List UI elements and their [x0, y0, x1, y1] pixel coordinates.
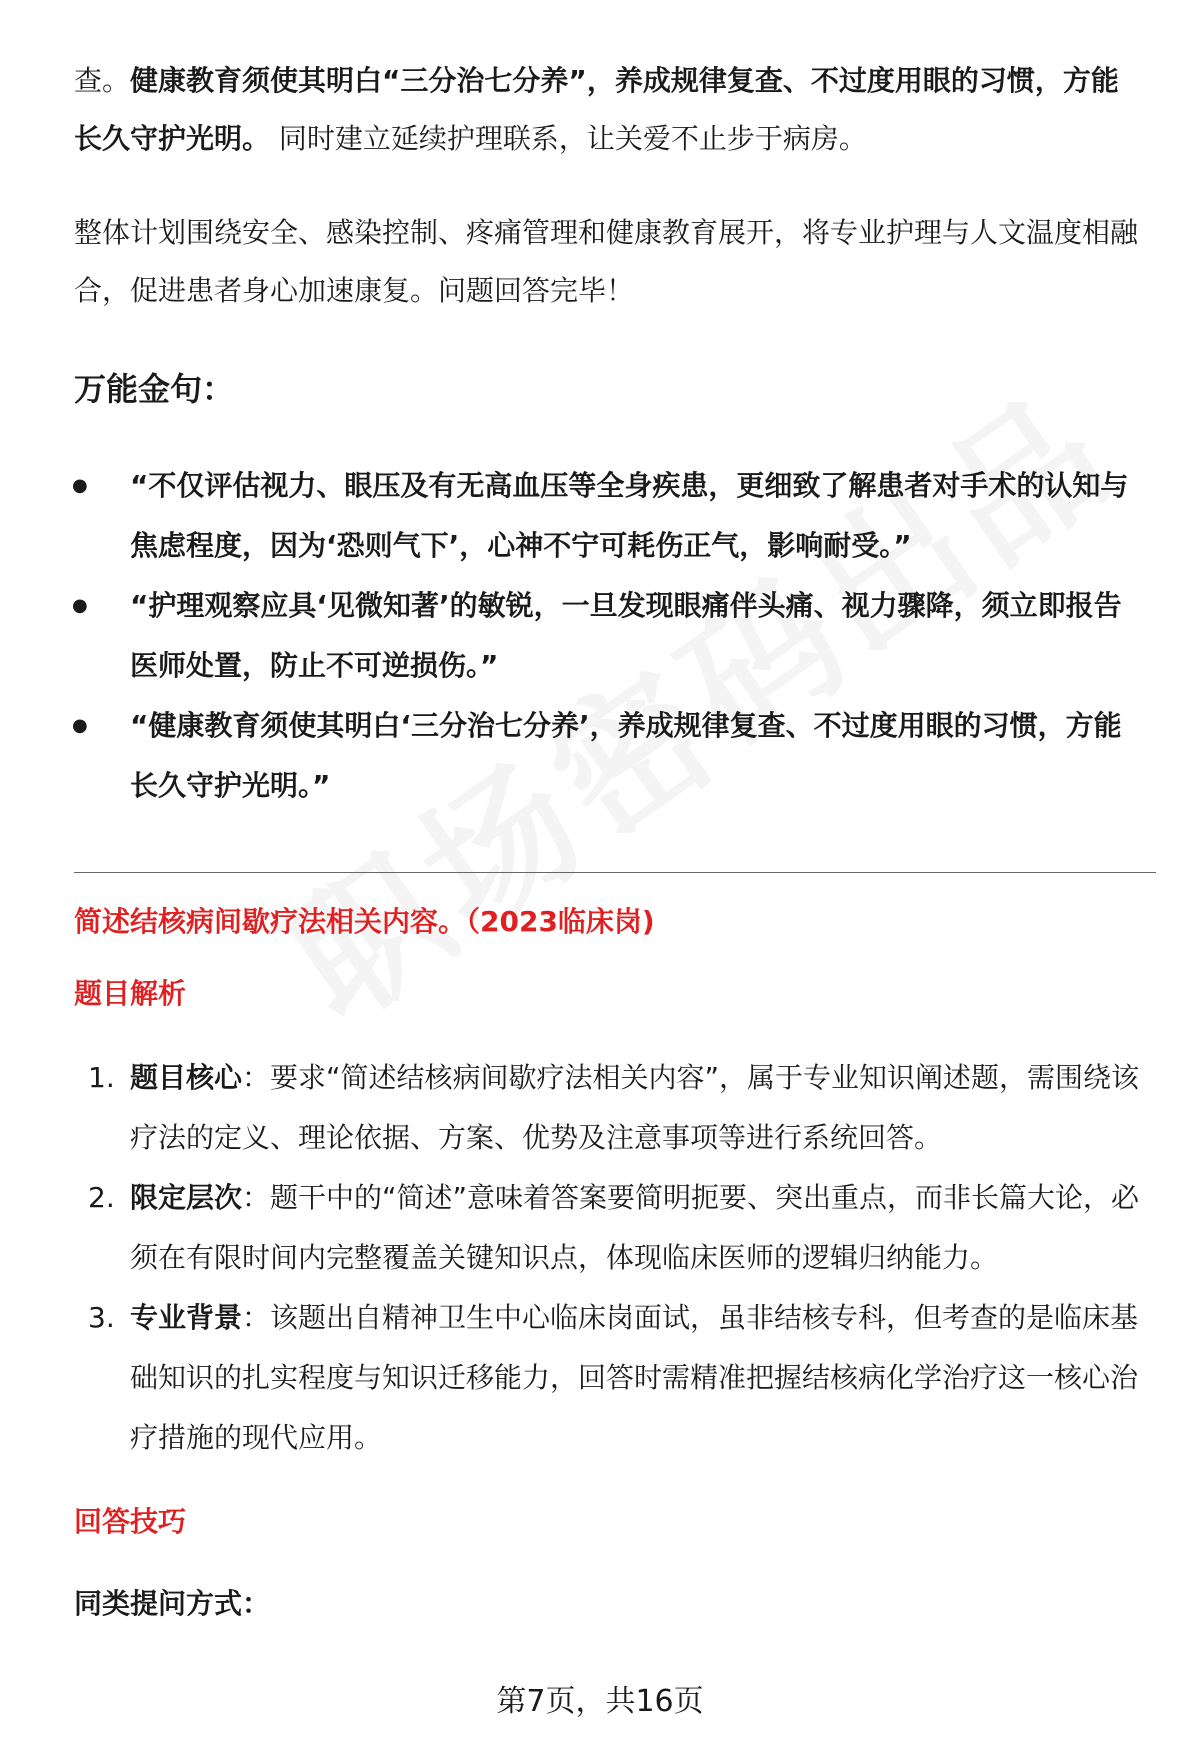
analysis-list [88, 1048, 1146, 1468]
item-number: 3. [88, 1301, 115, 1334]
para1-lead: 查。 [74, 64, 131, 97]
golden-sentences-heading: 万能金句： [74, 370, 235, 408]
list-item: ● “健康教育须使其明白‘三分治七分养’，养成规律复查、不过度用眼的习惯，方能长久守护光明。” [100, 696, 1145, 816]
analysis-heading: 题目解析 [74, 977, 187, 1010]
item-text: ：该题出自精神卫生中心临床岗面试，虽非结核专科，但考查的是临床基础知识的扎实程度与知识迁移能力，回答时需精准把握结核病化学治疗这一核心治疗措施的现代应用。 [130, 1301, 1139, 1454]
page-footer: 第7页，共16页 [496, 1684, 704, 1719]
list-item: ● “不仅评估视力、眼压及有无高血压等全身疾患，更细致了解患者对手术的认知与焦虑程度，因为‘恐则气下’，心神不宁可耗伤正气，影响耐受。” [100, 456, 1145, 576]
item-label: 限定层次 [130, 1181, 243, 1214]
paragraph-continuation [74, 52, 1144, 168]
item-text: ：要求“简述结核病间歇疗法相关内容”，属于专业知识阐述题，需围绕该疗法的定义、理论依据、方案、优势及注意事项等进行系统回答。 [130, 1061, 1140, 1154]
paragraph-summary: 整体计划围绕安全、感染控制、疼痛管理和健康教育展开，将专业护理与人文温度相融合，促进患者身心加速康复。问题回答完毕！ [74, 216, 1139, 307]
similar-questions-heading: 同类提问方式： [74, 1587, 271, 1620]
question-title: 简述结核病间歇疗法相关内容。（2023临床岗) [74, 905, 655, 938]
para1-bold: 健康教育须使其明白“三分治七分养”，养成规律复查、不过度用眼的习惯，方能长久守护光明。 [74, 64, 1119, 155]
list-item: ● “护理观察应具‘见微知著’的敏锐，一旦发现眼痛伴头痛、视力骤降，须立即报告医师处置，防止不可逆损伤。” [100, 576, 1145, 696]
section-divider [74, 872, 1156, 873]
para1-tail: 同时建立延续护理联系，让关爱不止步于病房。 [270, 122, 867, 155]
item-label: 专业背景 [130, 1301, 243, 1334]
list-item [88, 1168, 1146, 1288]
item-number: 2. [88, 1181, 115, 1214]
list-item [88, 1048, 1146, 1168]
tips-heading: 回答技巧 [74, 1505, 187, 1538]
list-item [88, 1288, 1146, 1468]
golden-quotes-list [100, 456, 1145, 816]
item-label: 题目核心 [130, 1061, 243, 1094]
item-text: ：题干中的“简述”意味着答案要简明扼要、突出重点，而非长篇大论，必须在有限时间内完整覆盖关键知识点，体现临床医师的逻辑归纳能力。 [130, 1181, 1140, 1274]
item-number: 1. [88, 1061, 115, 1094]
